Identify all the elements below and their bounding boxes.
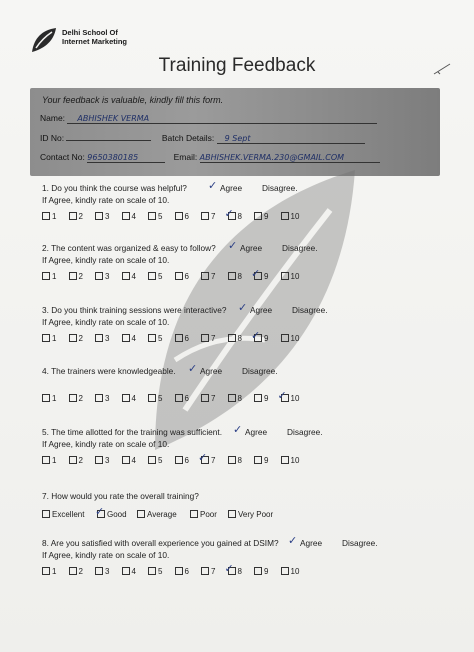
rating-label: 10 — [290, 394, 300, 403]
question-subtext: If Agree, kindly rate on scale of 10. — [42, 550, 170, 560]
question-subtext: If Agree, kindly rate on scale of 10. — [42, 255, 170, 265]
question-7-text: 7. How would you rate the overall training? — [42, 491, 199, 501]
rating-label: 2 — [78, 272, 83, 281]
overall-checkbox[interactable] — [228, 510, 236, 518]
selected-rating-check-icon: ✓ — [198, 451, 208, 464]
rating-checkbox[interactable] — [254, 212, 262, 220]
rating-checkbox[interactable] — [201, 212, 209, 220]
rating-checkbox[interactable] — [148, 272, 156, 280]
rating-checkbox[interactable] — [148, 394, 156, 402]
rating-option-5[interactable] — [148, 334, 162, 343]
rating-checkbox[interactable] — [95, 272, 103, 280]
rating-option-8[interactable] — [228, 456, 242, 465]
rating-option-4[interactable] — [122, 334, 136, 343]
rating-label: 9 — [264, 272, 269, 281]
rating-option-4[interactable] — [122, 272, 136, 281]
question-8 — [42, 538, 279, 560]
rating-option-10[interactable] — [281, 212, 300, 221]
rating-label: 3 — [105, 212, 110, 221]
rating-checkbox[interactable] — [201, 272, 209, 280]
overall-option-label: Good — [107, 510, 127, 519]
rating-option-6[interactable] — [175, 334, 189, 343]
selected-rating-check-icon: ✓ — [251, 329, 261, 342]
agree-check-mark-icon: ✓ — [208, 179, 218, 192]
selected-rating-check-icon: ✓ — [251, 267, 261, 280]
overall-option-excellent[interactable] — [42, 510, 84, 519]
question-text: 1. Do you think the course was helpful? — [42, 183, 187, 193]
name-row — [40, 113, 377, 124]
rating-checkbox[interactable] — [228, 456, 236, 464]
rating-checkbox[interactable] — [122, 212, 130, 220]
rating-label: 9 — [264, 212, 269, 221]
agree-check-mark-icon: ✓ — [233, 423, 243, 436]
rating-label: 6 — [184, 272, 189, 281]
rating-option-5[interactable] — [148, 212, 162, 221]
rating-checkbox[interactable] — [69, 334, 77, 342]
rating-label: 8 — [237, 212, 242, 221]
rating-label: 1 — [52, 334, 57, 343]
rating-checkbox[interactable] — [69, 212, 77, 220]
rating-checkbox[interactable] — [228, 272, 236, 280]
rating-option-1[interactable] — [42, 272, 56, 281]
contact-field[interactable]: 9650380185 — [87, 153, 165, 163]
overall-option-label: Excellent — [52, 510, 85, 519]
rating-option-2[interactable] — [69, 456, 83, 465]
disagree-option[interactable]: Disagree. — [342, 538, 378, 548]
rating-option-1[interactable] — [42, 394, 56, 403]
rating-option-5[interactable] — [148, 456, 162, 465]
logo-line-2: Internet Marketing — [62, 37, 128, 46]
rating-label: 3 — [105, 272, 110, 281]
rating-checkbox[interactable] — [95, 212, 103, 220]
selected-rating-check-icon: ✓ — [224, 207, 234, 220]
info-tagline: Your feedback is valuable, kindly fill this form. — [42, 95, 224, 105]
rating-checkbox[interactable] — [281, 212, 289, 220]
rating-checkbox[interactable] — [122, 394, 130, 402]
rating-option-9[interactable] — [254, 212, 268, 221]
rating-checkbox[interactable] — [175, 212, 183, 220]
rating-option-4[interactable] — [122, 394, 136, 403]
rating-checkbox[interactable] — [69, 567, 77, 575]
rating-label: 5 — [158, 394, 163, 403]
rating-checkbox[interactable] — [42, 272, 50, 280]
disagree-option[interactable]: Disagree. — [292, 305, 328, 315]
rating-checkbox[interactable] — [95, 567, 103, 575]
rating-checkbox[interactable] — [175, 272, 183, 280]
rating-label: 4 — [131, 272, 136, 281]
question-2 — [42, 243, 216, 265]
rating-option-3[interactable] — [95, 212, 109, 221]
agree-check-mark-icon: ✓ — [288, 534, 298, 547]
rating-checkbox[interactable] — [69, 272, 77, 280]
page-title: Training Feedback — [158, 55, 316, 76]
rating-label: 2 — [78, 212, 83, 221]
rating-label: 6 — [184, 567, 189, 576]
rating-checkbox[interactable] — [175, 394, 183, 402]
rating-option-4[interactable] — [122, 456, 136, 465]
id-row — [40, 133, 365, 144]
rating-checkbox[interactable] — [281, 272, 289, 280]
email-field[interactable]: ABHISHEK.VERMA.230@GMAIL.COM — [200, 153, 380, 163]
rating-option-5[interactable] — [148, 394, 162, 403]
rating-checkbox[interactable] — [95, 394, 103, 402]
rating-label: 8 — [237, 394, 242, 403]
rating-option-10[interactable] — [281, 456, 300, 465]
rating-checkbox[interactable] — [69, 394, 77, 402]
agree-option[interactable]: Agree — [300, 538, 323, 548]
id-label: ID No: — [40, 133, 65, 143]
selected-rating-check-icon: ✓ — [224, 562, 234, 575]
disagree-option[interactable]: Disagree. — [242, 366, 278, 376]
rating-label: 9 — [264, 334, 269, 343]
rating-label: 6 — [184, 394, 189, 403]
rating-option-7[interactable] — [201, 394, 215, 403]
overall-option-label: Average — [147, 510, 177, 519]
question-4 — [42, 366, 176, 376]
question-text: 4. The trainers were knowledgeable. — [42, 366, 176, 376]
agree-check-mark-icon: ✓ — [228, 239, 238, 252]
rating-option-2[interactable] — [69, 272, 83, 281]
rating-checkbox[interactable] — [95, 334, 103, 342]
rating-label: 1 — [52, 567, 57, 576]
rating-checkbox[interactable] — [42, 456, 50, 464]
rating-checkbox[interactable] — [122, 456, 130, 464]
rating-label: 10 — [290, 567, 300, 576]
rating-option-3[interactable] — [95, 334, 109, 343]
rating-option-1[interactable] — [42, 456, 56, 465]
rating-option-7[interactable] — [201, 272, 215, 281]
rating-checkbox[interactable] — [95, 456, 103, 464]
rating-label: 5 — [158, 567, 163, 576]
rating-label: 7 — [211, 567, 216, 576]
name-label: Name: — [40, 113, 66, 123]
rating-label: 4 — [131, 394, 136, 403]
question-3 — [42, 305, 226, 327]
overall-option-average[interactable] — [137, 510, 177, 519]
rating-option-8[interactable] — [228, 394, 242, 403]
rating-option-7[interactable] — [201, 212, 215, 221]
rating-label: 7 — [211, 334, 216, 343]
rating-option-6[interactable] — [175, 394, 189, 403]
rating-option-3[interactable] — [95, 456, 109, 465]
selected-overall-check-icon: ✓ — [95, 505, 105, 518]
agree-option[interactable]: Agree — [200, 366, 223, 376]
rating-checkbox[interactable] — [175, 456, 183, 464]
rating-checkbox[interactable] — [148, 567, 156, 575]
rating-checkbox[interactable] — [254, 567, 262, 575]
rating-label: 8 — [237, 456, 242, 465]
rating-label: 5 — [158, 212, 163, 221]
question-subtext: If Agree, kindly rate on scale of 10. — [42, 195, 170, 205]
rating-label: 10 — [290, 272, 300, 281]
rating-label: 8 — [237, 567, 242, 576]
rating-checkbox[interactable] — [148, 334, 156, 342]
rating-option-3[interactable] — [95, 272, 109, 281]
rating-checkbox[interactable] — [201, 334, 209, 342]
batch-field[interactable]: 9 Sept — [217, 134, 365, 144]
rating-option-3[interactable] — [95, 394, 109, 403]
rating-label: 7 — [211, 212, 216, 221]
agree-option[interactable]: Agree — [250, 305, 273, 315]
question-text: 3. Do you think training sessions were interactive? — [42, 305, 227, 315]
agree-check-mark-icon: ✓ — [188, 362, 198, 375]
contact-label: Contact No: — [40, 152, 85, 162]
rating-label: 4 — [131, 456, 136, 465]
overall-checkbox[interactable] — [42, 510, 50, 518]
agree-option[interactable]: Agree — [240, 243, 263, 253]
agree-option[interactable]: Agree — [220, 183, 243, 193]
rating-label: 4 — [131, 567, 136, 576]
leaf-logo-icon — [28, 24, 60, 56]
rating-label: 8 — [237, 272, 242, 281]
rating-option-2[interactable] — [69, 212, 83, 221]
rating-label: 2 — [78, 456, 83, 465]
rating-option-4[interactable] — [122, 212, 136, 221]
rating-option-10[interactable] — [281, 272, 300, 281]
rating-option-4[interactable] — [122, 567, 136, 576]
rating-label: 5 — [158, 334, 163, 343]
rating-option-2[interactable] — [69, 334, 83, 343]
name-field[interactable]: ABHISHEK VERMA — [67, 114, 377, 124]
rating-checkbox[interactable] — [122, 334, 130, 342]
overall-option-label: Poor — [200, 510, 217, 519]
rating-label: 3 — [105, 456, 110, 465]
rating-checkbox[interactable] — [122, 272, 130, 280]
disagree-option[interactable]: Disagree. — [262, 183, 298, 193]
rating-label: 4 — [131, 334, 136, 343]
question-7 — [42, 491, 199, 501]
rating-checkbox[interactable] — [201, 394, 209, 402]
rating-label: 9 — [264, 394, 269, 403]
overall-option-label: Very Poor — [238, 510, 274, 519]
question-text: 8. Are you satisfied with overall experience you gained at DSIM? — [42, 538, 279, 548]
rating-label: 7 — [211, 394, 216, 403]
rating-checkbox[interactable] — [254, 456, 262, 464]
logo-line-1: Delhi School Of — [62, 28, 118, 37]
rating-checkbox[interactable] — [201, 567, 209, 575]
rating-label: 9 — [264, 456, 269, 465]
rating-checkbox[interactable] — [281, 334, 289, 342]
overall-option-poor[interactable] — [190, 510, 217, 519]
rating-label: 4 — [131, 212, 136, 221]
rating-option-8[interactable] — [228, 334, 242, 343]
selected-rating-check-icon: ✓ — [277, 389, 287, 402]
rating-option-9[interactable] — [254, 394, 268, 403]
rating-label: 7 — [211, 272, 216, 281]
rating-option-1[interactable] — [42, 567, 56, 576]
rating-option-7[interactable] — [201, 567, 215, 576]
rating-checkbox[interactable] — [228, 334, 236, 342]
dsim-logo — [28, 24, 138, 58]
rating-checkbox[interactable] — [228, 394, 236, 402]
disagree-option[interactable]: Disagree. — [282, 243, 318, 253]
question-5 — [42, 427, 222, 449]
rating-checkbox[interactable] — [281, 567, 289, 575]
rating-checkbox[interactable] — [42, 334, 50, 342]
batch-label: Batch Details: — [161, 133, 215, 143]
rating-checkbox[interactable] — [42, 567, 50, 575]
overall-option-very-poor[interactable] — [228, 510, 273, 519]
rating-label: 3 — [105, 394, 110, 403]
logo-text — [62, 28, 127, 46]
rating-label: 5 — [158, 456, 163, 465]
rating-label: 10 — [290, 212, 300, 221]
rating-label: 10 — [290, 456, 300, 465]
question-1 — [42, 183, 187, 205]
rating-label: 6 — [184, 334, 189, 343]
rating-label: 1 — [52, 272, 57, 281]
rating-label: 2 — [78, 334, 83, 343]
agree-option[interactable]: Agree — [245, 427, 268, 437]
rating-option-9[interactable] — [254, 567, 268, 576]
rating-checkbox[interactable] — [254, 394, 262, 402]
rating-option-1[interactable] — [42, 212, 56, 221]
rating-option-7[interactable] — [201, 334, 215, 343]
rating-label: 6 — [184, 456, 189, 465]
disagree-option[interactable]: Disagree. — [287, 427, 323, 437]
rating-option-9[interactable] — [254, 456, 268, 465]
email-label: Email: — [173, 152, 198, 162]
rating-label: 2 — [78, 394, 83, 403]
rating-label: 3 — [105, 567, 110, 576]
rating-option-5[interactable] — [148, 567, 162, 576]
rating-label: 1 — [52, 212, 57, 221]
question-text: 2. The content was organized & easy to follow? — [42, 243, 216, 253]
rating-checkbox[interactable] — [148, 456, 156, 464]
rating-checkbox[interactable] — [281, 456, 289, 464]
rating-option-6[interactable] — [175, 212, 189, 221]
rating-option-2[interactable] — [69, 567, 83, 576]
rating-label: 8 — [237, 334, 242, 343]
rating-label: 6 — [184, 212, 189, 221]
question-subtext: If Agree, kindly rate on scale of 10. — [42, 439, 170, 449]
question-text: 5. The time allotted for the training was sufficient. — [42, 427, 223, 437]
rating-label: 1 — [52, 456, 57, 465]
rating-checkbox[interactable] — [148, 212, 156, 220]
rating-label: 2 — [78, 567, 83, 576]
rating-checkbox[interactable] — [122, 567, 130, 575]
rating-checkbox[interactable] — [69, 456, 77, 464]
rating-option-6[interactable] — [175, 456, 189, 465]
rating-option-10[interactable] — [281, 567, 300, 576]
id-field[interactable] — [66, 140, 151, 141]
rating-option-6[interactable] — [175, 567, 189, 576]
rating-option-5[interactable] — [148, 272, 162, 281]
overall-checkbox[interactable] — [137, 510, 145, 518]
rating-label: 9 — [264, 567, 269, 576]
rating-option-6[interactable] — [175, 272, 189, 281]
question-subtext: If Agree, kindly rate on scale of 10. — [42, 317, 170, 327]
rating-label: 10 — [290, 334, 300, 343]
rating-label: 1 — [52, 394, 57, 403]
rating-option-3[interactable] — [95, 567, 109, 576]
rating-label: 7 — [211, 456, 216, 465]
rating-checkbox[interactable] — [42, 212, 50, 220]
rating-checkbox[interactable] — [175, 334, 183, 342]
rating-checkbox[interactable] — [42, 394, 50, 402]
rating-option-1[interactable] — [42, 334, 56, 343]
rating-option-10[interactable] — [281, 334, 300, 343]
rating-label: 3 — [105, 334, 110, 343]
overall-checkbox[interactable] — [190, 510, 198, 518]
agree-check-mark-icon: ✓ — [238, 301, 248, 314]
rating-option-8[interactable] — [228, 272, 242, 281]
rating-checkbox[interactable] — [175, 567, 183, 575]
rating-option-2[interactable] — [69, 394, 83, 403]
rating-label: 5 — [158, 272, 163, 281]
